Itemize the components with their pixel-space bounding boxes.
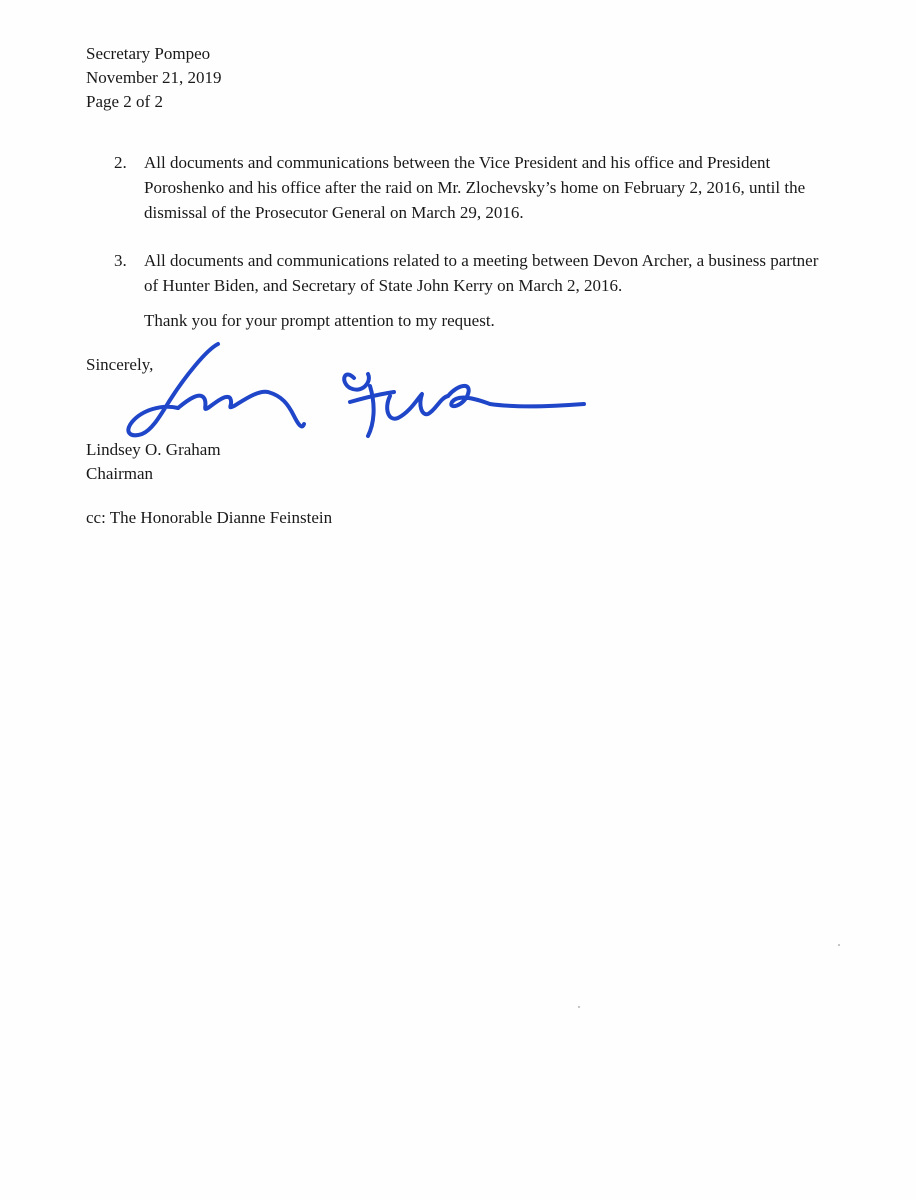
page-number: Page 2 of 2	[86, 92, 163, 111]
recipient-line: Secretary Pompeo	[86, 44, 211, 63]
list-item-number: 3.	[114, 251, 127, 270]
signatory-title: Chairman	[86, 464, 154, 483]
closing-salutation: Sincerely,	[86, 355, 154, 374]
handwritten-signature	[118, 338, 598, 448]
list-item-text: All documents and communications related to a meeting between Devon Archer, a business partner of Hunter Biden, and Secretary of State John Kerry on March 2, 2016.	[144, 251, 819, 295]
request-list	[114, 150, 834, 321]
date-line: November 21, 2019	[86, 68, 222, 87]
cc-line: cc: The Honorable Dianne Feinstein	[86, 508, 333, 527]
list-item-number: 2.	[114, 153, 127, 172]
list-item	[114, 150, 834, 225]
paper-speck	[578, 1006, 580, 1008]
signatory-block	[86, 438, 221, 486]
list-item-text: All documents and communications between the Vice President and his office and President Poroshenko and his office after the raid on Mr. Zlochevsky’s home on February 2, 2016, until the dismissal of the Prosecutor General on March 29, 2016.	[144, 153, 806, 222]
thanks-paragraph: Thank you for your prompt attention to my request.	[144, 311, 495, 330]
signature-strokes	[128, 344, 584, 436]
signatory-name: Lindsey O. Graham	[86, 440, 221, 459]
paper-speck	[838, 944, 840, 946]
list-item	[114, 248, 834, 298]
letter-header	[86, 42, 222, 114]
